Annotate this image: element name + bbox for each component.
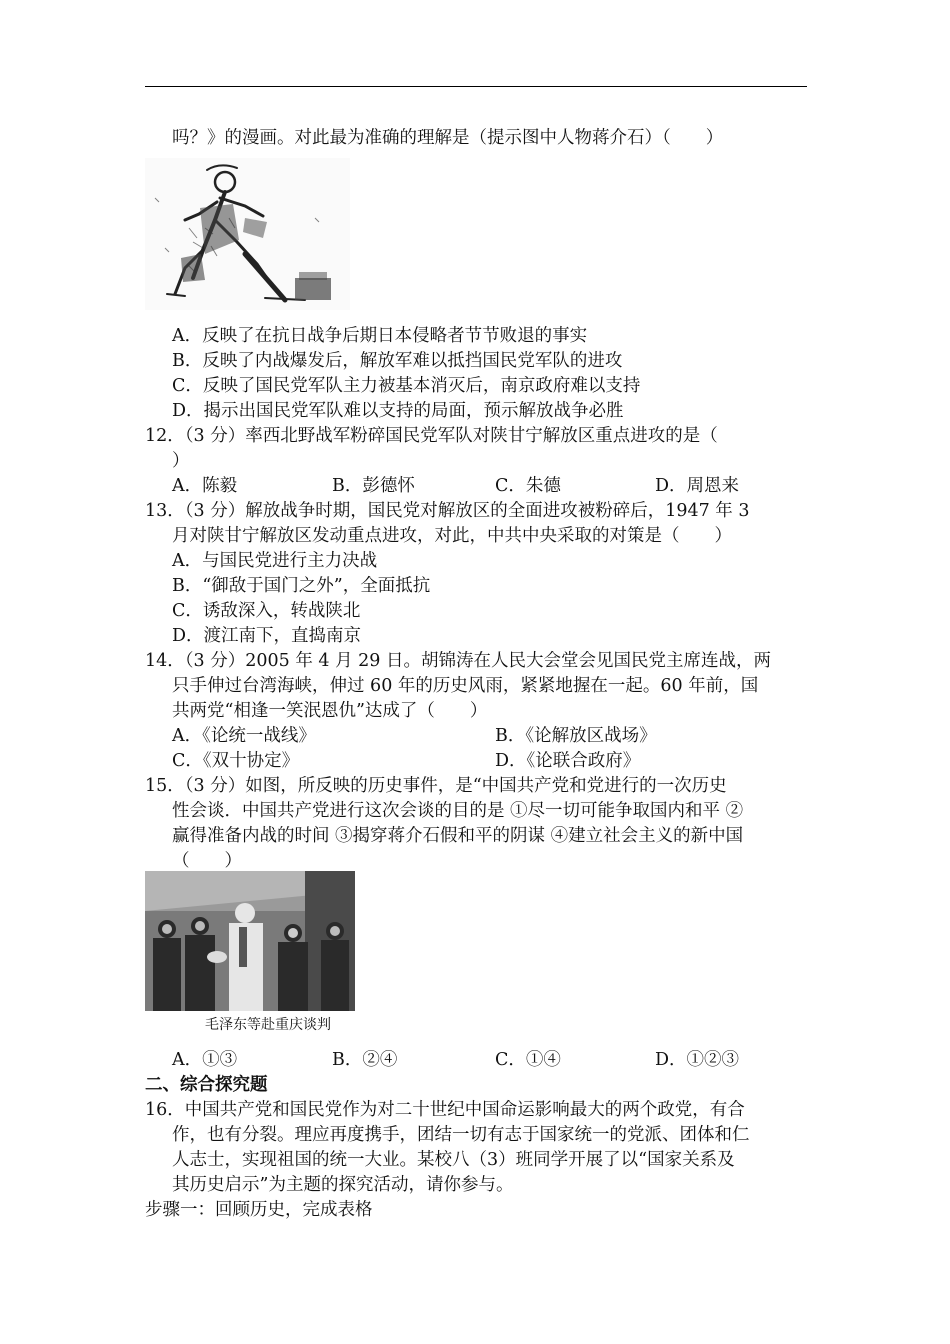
q15-stem-cont2: 赢得准备内战的时间 ③揭穿蒋介石假和平的阴谋 ④建立社会主义的新中国 — [172, 826, 744, 846]
q11-option-d: D．揭示出国民党军队难以支持的局面，预示解放战争必胜 — [172, 401, 624, 421]
q12-option-b: B．彭德怀 — [332, 476, 415, 496]
q14-stem-cont2: 共两党“相逢一笑泯恩仇”达成了（ ） — [172, 701, 488, 721]
q16-stem-cont3: 其历史启示”为主题的探究活动，请你参与。 — [172, 1175, 514, 1195]
q15-option-d: D．①②③ — [655, 1050, 740, 1070]
q15-stem-cont3: （ ） — [172, 851, 242, 871]
q13-option-d: D．渡江南下，直捣南京 — [172, 626, 362, 646]
q12-option-c: C．朱德 — [495, 476, 561, 496]
q14-option-d: D．《论联合政府》 — [495, 751, 641, 771]
q16-step1: 步骤一：回顾历史，完成表格 — [145, 1200, 373, 1220]
cartoon-image — [145, 158, 350, 310]
q11-stem: 吗？》的漫画。对此最为准确的理解是（提示图中人物蒋介石）（ ） — [172, 128, 724, 148]
q16-stem-cont: 作，也有分裂。理应再度携手，团结一切有志于国家统一的党派、团体和仁 — [172, 1125, 750, 1145]
q12-option-d: D．周恩来 — [655, 476, 740, 496]
header-rule — [145, 86, 807, 87]
q16-stem-cont2: 人志士，实现祖国的统一大业。某校八（3）班同学开展了以“国家关系及 — [172, 1150, 735, 1170]
q13-option-a: A．与国民党进行主力决战 — [172, 551, 378, 571]
q11-option-a: A．反映了在抗日战争后期日本侵略者节节败退的事实 — [172, 326, 588, 346]
q12-stem-cont: ） — [172, 451, 190, 471]
q15-option-b: B．②④ — [332, 1050, 398, 1070]
q12-option-a: A．陈毅 — [172, 476, 238, 496]
q12-stem: 12．（3 分）率西北野战军粉碎国民党军队对陕甘宁解放区重点进攻的是（ — [145, 426, 718, 446]
q14-option-b: B．《论解放区战场》 — [495, 726, 657, 746]
q14-option-c: C．《双十协定》 — [172, 751, 300, 771]
q14-stem-cont: 只手伸过台湾海峡，伸过 60 年的历史风雨，紧紧地握在一起。60 年前，国 — [172, 676, 759, 696]
q15-stem: 15．（3 分）如图，所反映的历史事件，是“中国共产党和党进行的一次历史 — [145, 776, 727, 796]
section-heading: 二、综合探究题 — [145, 1075, 268, 1095]
chongqing-negotiation-photo — [145, 871, 355, 1011]
q15-option-c: C．①④ — [495, 1050, 561, 1070]
q11-option-c: C．反映了国民党军队主力被基本消灭后，南京政府难以支持 — [172, 376, 641, 396]
q15-stem-cont: 性会谈．中国共产党进行这次会谈的目的是 ①尽一切可能争取国内和平 ② — [172, 801, 744, 821]
q13-stem: 13．（3 分）解放战争时期，国民党对解放区的全面进攻被粉碎后，1947 年 3 — [145, 501, 750, 521]
q14-option-a: A．《论统一战线》 — [172, 726, 316, 746]
q15-option-a: A．①③ — [172, 1050, 238, 1070]
photo-caption: 毛泽东等赴重庆谈判 — [205, 1017, 331, 1033]
q13-option-b: B．“御敌于国门之外”，全面抵抗 — [172, 576, 431, 596]
q14-stem: 14．（3 分）2005 年 4 月 29 日。胡锦涛在人民大会堂会见国民党主席连战，两 — [145, 651, 771, 671]
q13-stem-cont: 月对陕甘宁解放区发动重点进攻，对此，中共中央采取的对策是（ ） — [172, 526, 732, 546]
q13-option-c: C．诱敌深入，转战陕北 — [172, 601, 361, 621]
q16-stem: 16．中国共产党和国民党作为对二十世纪中国命运影响最大的两个政党，有合 — [145, 1100, 745, 1120]
q11-option-b: B．反映了内战爆发后，解放军难以抵挡国民党军队的进攻 — [172, 351, 623, 371]
